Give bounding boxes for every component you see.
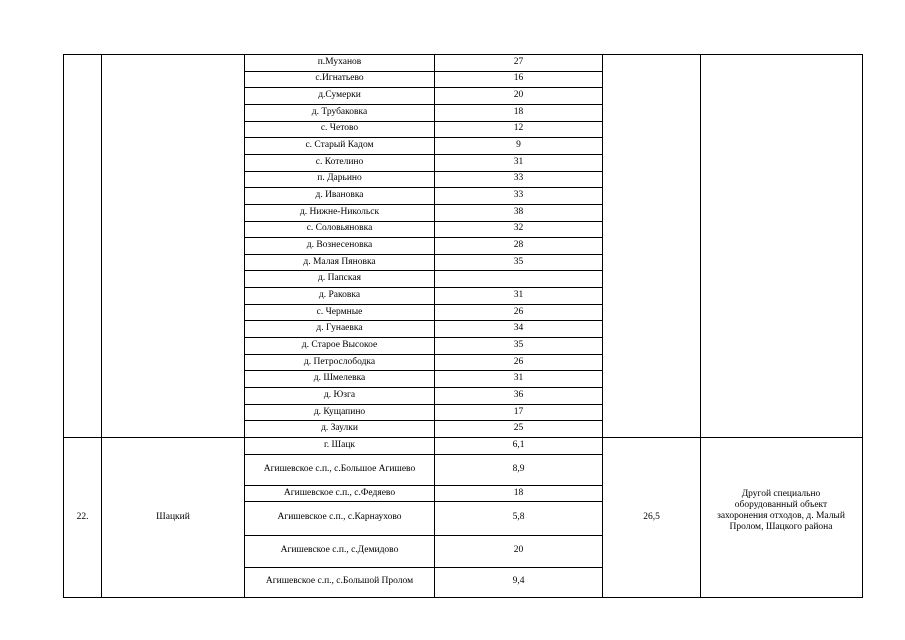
- locality-cell: Агишевское с.п., с.Большое Агишево: [263, 464, 416, 475]
- distance-cell: 26: [513, 306, 524, 317]
- locality-cell: п.Муханов: [317, 56, 362, 67]
- column-border: [700, 54, 701, 598]
- facility-description: Другой специально оборудованный объект захоронения отходов, д. Малый Пролом, Шацкого района: [717, 489, 845, 532]
- distance-cell: 36: [513, 389, 524, 400]
- locality-cell: д. Старое Высокое: [301, 339, 378, 350]
- locality-cell: д.Сумерки: [318, 90, 361, 101]
- locality-cell: д. Вознесеновка: [306, 239, 373, 250]
- distance-cell: 5,8: [512, 512, 525, 523]
- locality-cell: г. Шацк: [323, 440, 356, 451]
- locality-cell: д. Трубаковка: [311, 106, 368, 117]
- locality-cell: Агишевское с.п., с.Большой Пролом: [265, 576, 414, 587]
- distance-cell: 20: [513, 90, 524, 101]
- locality-cell: Агишевское с.п., с.Федяево: [283, 487, 396, 498]
- locality-cell: д. Нижне-Никольск: [299, 206, 380, 217]
- distance-cell: 9,4: [512, 576, 525, 587]
- distance-cell: 32: [513, 223, 524, 234]
- distance-cell: 16: [513, 73, 524, 84]
- locality-cell: п. Дарьино: [317, 173, 362, 184]
- locality-cell: с.Игнатьево: [315, 73, 364, 84]
- locality-cell: д. Петрослободка: [303, 356, 376, 367]
- table-bottom-border: [63, 597, 863, 598]
- distance-cell: 9: [516, 140, 521, 151]
- distance-cell: 8,9: [512, 464, 525, 475]
- distance-cell: 31: [513, 289, 524, 300]
- distance-cell: 31: [513, 373, 524, 384]
- column-border: [862, 54, 863, 598]
- locality-cell: с. Старый Кадом: [305, 140, 374, 151]
- district-name: Шацкий: [156, 511, 190, 522]
- locality-cell: с. Соловьяновка: [306, 223, 373, 234]
- distance-cell: 18: [513, 106, 524, 117]
- distance-cell: 20: [513, 545, 524, 556]
- locality-cell: д. Гунаевка: [316, 323, 363, 334]
- locality-cell: с. Четово: [320, 123, 359, 134]
- distance-cell: 18: [513, 487, 524, 498]
- distance-cell: 35: [513, 339, 524, 350]
- locality-cell: д. Кущапино: [313, 406, 366, 417]
- distance-cell: 38: [513, 206, 524, 217]
- locality-cell: Агишевское с.п., с.Карнаухово: [277, 512, 402, 523]
- distance-cell: 6,1: [512, 440, 525, 451]
- distance-cell: [435, 270, 602, 287]
- locality-cell: д. Малая Пяновка: [303, 256, 376, 267]
- locality-cell: д. Раковка: [318, 289, 361, 300]
- locality-cell: д. Шмелевка: [313, 373, 366, 384]
- distance-cell: 25: [513, 423, 524, 434]
- distance-cell: 31: [513, 156, 524, 167]
- locality-cell: с. Чермные: [316, 306, 363, 317]
- distance-cell: 28: [513, 239, 524, 250]
- distance-cell: 26: [513, 356, 524, 367]
- locality-cell: Агишевское с.п., с.Демидово: [280, 545, 399, 556]
- locality-cell: д. Юзга: [323, 389, 356, 400]
- average-distance: 26,5: [643, 511, 660, 522]
- distance-cell: 33: [513, 173, 524, 184]
- locality-cell: д. Папская: [318, 273, 361, 284]
- distance-cell: 27: [513, 56, 524, 67]
- locality-cell: с. Котелино: [315, 156, 364, 167]
- distance-cell: 17: [513, 406, 524, 417]
- locality-cell: д. Ивановка: [315, 190, 364, 201]
- distance-cell: 33: [513, 190, 524, 201]
- distance-cell: 34: [513, 323, 524, 334]
- distance-cell: 35: [513, 256, 524, 267]
- distance-cell: 12: [513, 123, 524, 134]
- row-number: 22.: [76, 511, 89, 522]
- locality-cell: д. Заулки: [321, 423, 358, 434]
